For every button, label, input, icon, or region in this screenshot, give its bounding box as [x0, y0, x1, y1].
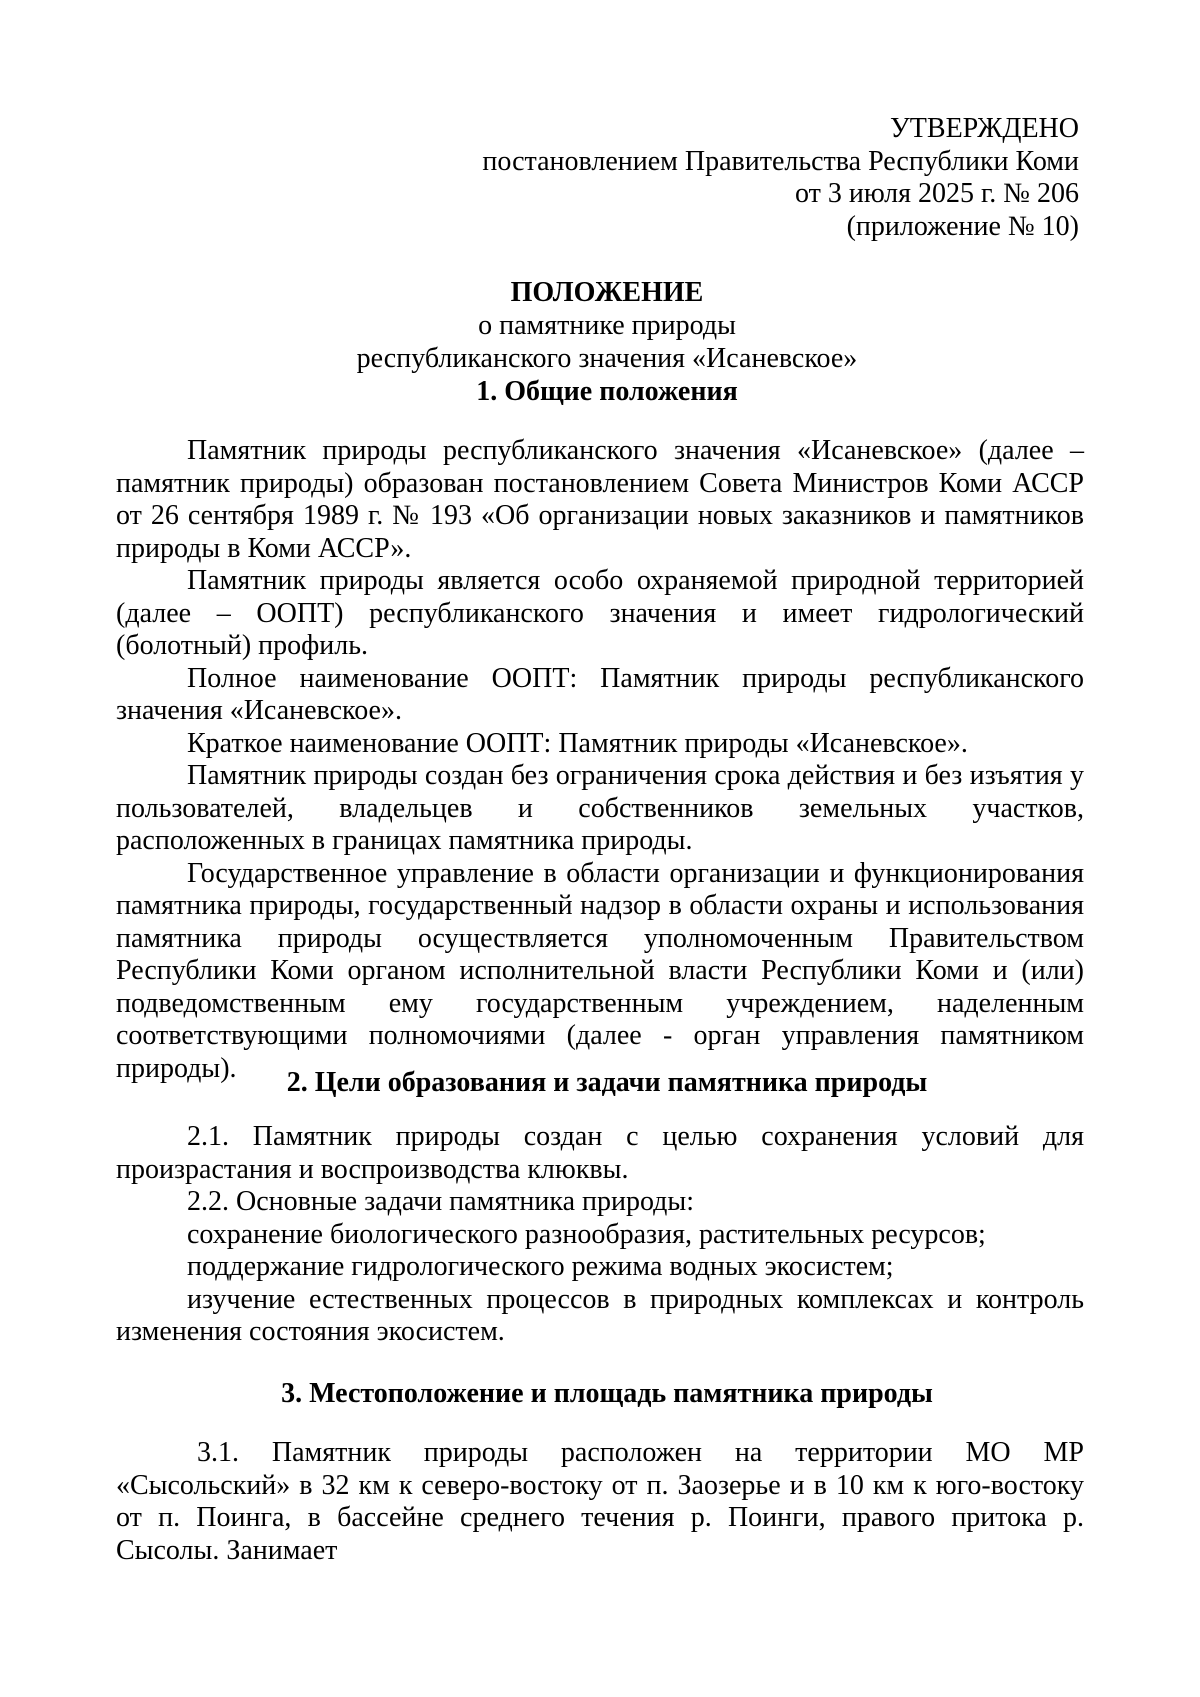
paragraph: Государственное управление в области организации и функционирования памятника природы, государственный надзор в области охраны и использования памятника природы осуществляется уполномоченным Правительством Республики Коми органом исполнительной власти Республики Коми и (или) подведомственным ему государственным учреждением, наделенным соответствующими полномочиями (далее - орган управления памятником природы). [116, 857, 1084, 1084]
list-item: изучение естественных процессов в природных комплексах и контроль изменения состояния экосистем. [116, 1283, 1084, 1347]
approval-status: УТВЕРЖДЕНО [889, 113, 1079, 144]
list-item: поддержание гидрологического режима водных экосистем; [187, 1251, 894, 1282]
section-2-heading: 2. Цели образования и задачи памятника природы [286, 1067, 928, 1098]
approval-stamp [439, 113, 1079, 243]
document-title [0, 276, 1200, 375]
section-3-heading: 3. Местоположение и площадь памятника природы [281, 1378, 933, 1409]
section-2-body [116, 1121, 1084, 1349]
document-title-sub1: о памятнике природы [478, 310, 736, 341]
paragraph: Краткое наименование ООПТ: Памятник природы «Исаневское». [187, 727, 968, 759]
list-item: сохранение биологического разнообразия, растительных ресурсов; [187, 1218, 986, 1250]
paragraph: 2.2. Основные задачи памятника природы: [187, 1186, 695, 1217]
approval-date-number: от 3 июля 2025 г. № 206 [795, 178, 1079, 209]
paragraph: Памятник природы создан без ограничения срока действия и без изъятия у пользователей, владельцев и собственников земельных участков, расположенных в границах памятника природы. [116, 760, 1084, 856]
approval-appendix: (приложение № 10) [846, 210, 1079, 242]
paragraph: 3.1. Памятник природы расположен на территории МО МР «Сысольский» в 32 км к северо-востоку от п. Заозерье и в 10 км к юго-востоку от п. Поинга, в бассейне среднего течения р. Поинги, правого притока р. Сысолы. Занимает [116, 1437, 1084, 1566]
document-title-sub2: республиканского значения «Исаневское» [356, 342, 858, 374]
paragraph: Памятник природы республиканского значения «Исаневское» (далее – памятник природы) образован постановлением Совета Министров Коми АССР от 26 сентября 1989 г. № 193 «Об организации новых заказников и памятников природы в Коми АССР». [116, 435, 1084, 564]
paragraph: 2.1. Памятник природы создан с целью сохранения условий для произрастания и воспроизводства клюквы. [116, 1121, 1084, 1185]
section-1-body [116, 435, 1084, 1085]
section-1-heading: 1. Общие положения [476, 376, 738, 407]
section-3-body [116, 1437, 1084, 1567]
approval-decree: постановлением Правительства Республики Коми [482, 145, 1079, 177]
document-title-main: ПОЛОЖЕНИЕ [510, 277, 704, 308]
paragraph: Полное наименование ООПТ: Памятник природы республиканского значения «Исаневское». [116, 662, 1084, 726]
paragraph: Памятник природы является особо охраняемой природной территорией (далее – ООПТ) республиканского значения и имеет гидрологический (болотный) профиль. [116, 565, 1084, 661]
